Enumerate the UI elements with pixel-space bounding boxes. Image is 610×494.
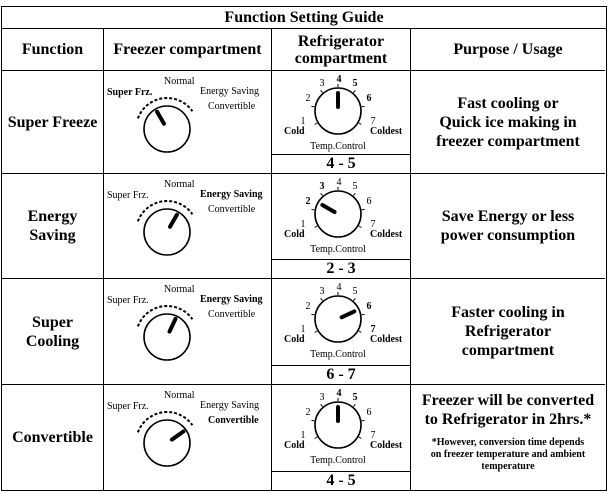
purpose-text: Faster cooling in Refrigerator compartment xyxy=(451,304,565,359)
function-cell xyxy=(2,279,104,385)
dial-number-4: 4 xyxy=(336,74,342,85)
dial-number-1: 1 xyxy=(300,430,306,441)
dial-tick xyxy=(311,106,314,107)
dial-number-6: 6 xyxy=(366,407,372,418)
coldest-label: Coldest xyxy=(370,126,403,137)
function-cell xyxy=(2,385,104,490)
freezer-pointer-icon xyxy=(172,432,183,440)
freezer-label-super-frz: Super Frz. xyxy=(107,401,149,412)
dial-number-3: 3 xyxy=(319,78,325,89)
dial-number-5: 5 xyxy=(352,78,358,89)
function-name: Convertible xyxy=(12,429,93,446)
freezer-label-normal: Normal xyxy=(164,390,195,401)
refrigerator-cell xyxy=(272,385,411,490)
dial-number-6: 6 xyxy=(366,301,372,312)
freezer-dial-icon xyxy=(144,420,190,466)
freezer-cell xyxy=(104,385,272,490)
dial-number-4: 4 xyxy=(336,177,342,188)
dial-number-7: 7 xyxy=(370,116,376,127)
freezer-label-energy-saving: Energy Saving xyxy=(200,400,259,411)
freezer-label-normal: Normal xyxy=(164,179,195,190)
purpose-text: Save Energy or less power consumption xyxy=(440,208,576,244)
refrigerator-cell xyxy=(272,279,411,385)
freezer-label-super-frz: Super Frz. xyxy=(107,190,149,201)
dial-number-4: 4 xyxy=(336,282,342,293)
temp-control-label: Temp.Control xyxy=(310,349,366,360)
cold-label: Cold xyxy=(284,229,305,240)
freezer-dial-diagram xyxy=(104,174,270,279)
recommended-setting: 4 - 5 xyxy=(272,154,410,173)
dial-tick xyxy=(353,298,355,300)
temp-control-label: Temp.Control xyxy=(310,455,366,466)
purpose-cell xyxy=(411,174,605,279)
dial-number-1: 1 xyxy=(300,116,306,127)
dial-number-1: 1 xyxy=(300,324,306,335)
dial-tick xyxy=(362,420,365,421)
header-refrigerator: Refrigerator compartment xyxy=(272,29,411,71)
dial-number-7: 7 xyxy=(370,430,376,441)
cold-label: Cold xyxy=(284,334,305,345)
function-name: Energy Saving xyxy=(27,208,78,244)
dial-number-7: 7 xyxy=(370,324,376,335)
freezer-scale-arc xyxy=(138,201,193,221)
recommended-setting: 6 - 7 xyxy=(272,365,410,384)
freezer-label-super-frz: Super Frz. xyxy=(107,87,153,98)
freezer-dial-icon xyxy=(144,209,190,255)
dial-number-2: 2 xyxy=(305,407,311,418)
dial-tick xyxy=(321,298,323,300)
dial-tick xyxy=(315,226,318,228)
dial-number-5: 5 xyxy=(352,286,358,297)
dial-number-2: 2 xyxy=(305,196,311,207)
dial-tick xyxy=(362,106,365,107)
purpose-cell xyxy=(411,71,605,174)
dial-tick xyxy=(353,404,355,406)
recommended-setting: 2 - 3 xyxy=(272,259,410,278)
coldest-label: Coldest xyxy=(370,229,403,240)
purpose-cell xyxy=(411,279,605,385)
freezer-cell xyxy=(104,71,272,174)
dial-tick xyxy=(362,314,365,315)
freezer-pointer-icon xyxy=(170,215,177,227)
freezer-label-normal: Normal xyxy=(164,284,195,295)
freezer-label-super-frz: Super Frz. xyxy=(107,295,149,306)
dial-tick xyxy=(315,437,318,439)
refrigerator-dial-diagram xyxy=(272,71,409,155)
freezer-dial-icon xyxy=(144,314,190,360)
freezer-label-normal: Normal xyxy=(164,76,195,87)
freezer-label-energy-saving: Energy Saving xyxy=(200,189,263,200)
conversion-note: *However, conversion time depends on freezer temperature and ambient temperature xyxy=(430,437,586,472)
refrigerator-cell xyxy=(272,174,411,279)
freezer-label-convertible: Convertible xyxy=(208,309,256,320)
dial-tick xyxy=(359,437,362,439)
purpose-text: Freezer will be converted to Refrigerator in 2hrs.* xyxy=(421,392,595,428)
dial-number-6: 6 xyxy=(366,93,372,104)
refrigerator-cell xyxy=(272,71,411,174)
function-cell xyxy=(2,174,104,279)
freezer-dial-icon xyxy=(144,106,190,152)
recommended-setting: 4 - 5 xyxy=(272,471,410,490)
refrigerator-pointer-icon xyxy=(322,205,334,212)
dial-tick xyxy=(359,226,362,228)
dial-number-1: 1 xyxy=(300,219,306,230)
freezer-pointer-icon xyxy=(170,319,176,332)
dial-tick xyxy=(359,331,362,333)
dial-tick xyxy=(311,314,314,315)
dial-tick xyxy=(311,209,314,210)
freezer-dial-diagram xyxy=(104,279,270,385)
freezer-cell xyxy=(104,279,272,385)
dial-tick xyxy=(321,193,323,195)
header-purpose: Purpose / Usage xyxy=(411,29,605,71)
dial-number-3: 3 xyxy=(319,392,325,403)
dial-number-5: 5 xyxy=(352,181,358,192)
freezer-pointer-icon xyxy=(157,112,164,124)
dial-tick xyxy=(311,420,314,421)
function-setting-guide-table xyxy=(1,6,607,491)
table-title: Function Setting Guide xyxy=(2,7,606,29)
dial-tick xyxy=(359,123,362,125)
function-cell xyxy=(2,71,104,174)
refrigerator-pointer-icon xyxy=(342,311,355,317)
freezer-scale-arc xyxy=(138,412,193,432)
temp-control-label: Temp.Control xyxy=(310,244,366,255)
dial-number-4: 4 xyxy=(336,388,342,399)
cold-label: Cold xyxy=(284,126,305,137)
freezer-scale-arc xyxy=(138,306,193,326)
header-function: Function xyxy=(2,29,104,71)
dial-number-7: 7 xyxy=(370,219,376,230)
freezer-label-convertible: Convertible xyxy=(208,101,256,112)
dial-tick xyxy=(321,404,323,406)
dial-tick xyxy=(315,123,318,125)
dial-tick xyxy=(315,331,318,333)
dial-tick xyxy=(321,90,323,92)
dial-number-2: 2 xyxy=(305,93,311,104)
freezer-label-energy-saving: Energy Saving xyxy=(200,86,259,97)
dial-number-3: 3 xyxy=(319,181,325,192)
dial-number-3: 3 xyxy=(319,286,325,297)
refrigerator-dial-icon xyxy=(315,296,361,342)
purpose-cell xyxy=(411,385,605,490)
temp-control-label: Temp.Control xyxy=(310,141,366,152)
dial-number-2: 2 xyxy=(305,301,311,312)
freezer-label-convertible: Convertible xyxy=(208,204,256,215)
cold-label: Cold xyxy=(284,440,305,451)
freezer-label-energy-saving: Energy Saving xyxy=(200,294,263,305)
refrigerator-dial-diagram xyxy=(272,279,409,366)
refrigerator-dial-icon xyxy=(315,191,361,237)
refrigerator-dial-diagram xyxy=(272,174,409,260)
dial-tick xyxy=(353,90,355,92)
refrigerator-dial-diagram xyxy=(272,385,409,471)
purpose-text: Fast cooling or Quick ice making in freezer compartment xyxy=(436,94,580,150)
freezer-label-convertible: Convertible xyxy=(208,415,259,426)
dial-number-6: 6 xyxy=(366,196,372,207)
dial-tick xyxy=(362,209,365,210)
freezer-dial-diagram xyxy=(104,385,270,490)
function-name: Super Cooling xyxy=(25,313,80,350)
freezer-dial-diagram xyxy=(104,71,270,174)
function-name: Super Freeze xyxy=(7,113,98,131)
freezer-scale-arc xyxy=(138,98,193,118)
coldest-label: Coldest xyxy=(370,440,403,451)
coldest-label: Coldest xyxy=(370,334,403,345)
header-freezer: Freezer compartment xyxy=(104,29,272,71)
dial-number-5: 5 xyxy=(352,392,358,403)
freezer-cell xyxy=(104,174,272,279)
dial-tick xyxy=(353,193,355,195)
